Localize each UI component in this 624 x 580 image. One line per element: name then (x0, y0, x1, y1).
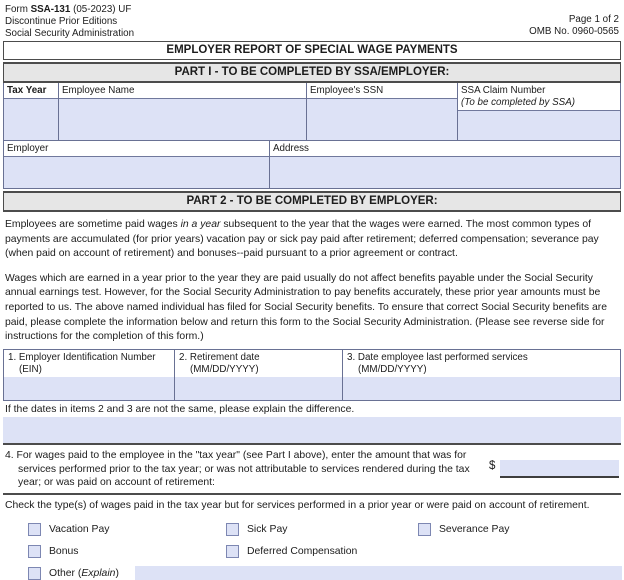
ssa-claim-note: (To be completed by SSA) (461, 97, 575, 108)
intro-paragraph-1: Employees are sometime paid wages in a year subsequent to the year that the wages were earned. The most common types of payments are accumulated (for prior years) vacation pay or sick pay paid after retirement; deferred compensation; severance pay (when paid on account of retirement) and bonuses--paid pursuant to a prior agreement or contract. (5, 219, 599, 260)
severance-pay-option (390, 523, 624, 536)
form-header (0, 0, 624, 40)
severance-pay-checkbox[interactable] (418, 523, 431, 536)
deferred-compensation-option (198, 545, 390, 558)
ein-cell (4, 350, 174, 400)
last-services-label-text: 3. Date employee last performed services (347, 351, 528, 363)
item4-row (5, 449, 619, 490)
employee-ssn-cell (306, 83, 457, 140)
ein-label-sub: (EIN) (19, 363, 42, 375)
last-services-label (343, 350, 620, 377)
retirement-date-cell (174, 350, 342, 400)
page-omb-block (529, 14, 619, 40)
sick-pay-label: Sick Pay (247, 523, 288, 535)
bonus-option (0, 545, 198, 558)
address-input[interactable] (270, 157, 620, 188)
employer-label: Employer (4, 141, 269, 157)
sick-pay-checkbox[interactable] (226, 523, 239, 536)
vacation-pay-label: Vacation Pay (49, 523, 110, 535)
section-rule-1 (3, 443, 621, 445)
section-rule-2 (3, 493, 621, 495)
agency-line: Social Security Administration (5, 28, 135, 39)
tax-year-label: Tax Year (4, 83, 58, 99)
part1-row-employer (4, 141, 620, 188)
tax-year-input[interactable] (4, 99, 58, 140)
retirement-date-label-text: 2. Retirement date (179, 351, 260, 363)
item4-amount-group (475, 449, 619, 490)
discontinue-line: Discontinue Prior Editions (5, 16, 118, 27)
bonus-checkbox[interactable] (28, 545, 41, 558)
sick-pay-option (198, 523, 390, 536)
part1-heading: PART I - TO BE COMPLETED BY SSA/EMPLOYER: (3, 62, 621, 83)
part1-table (3, 83, 621, 189)
form-title: EMPLOYER REPORT OF SPECIAL WAGE PAYMENTS (3, 41, 621, 60)
deferred-compensation-checkbox[interactable] (226, 545, 239, 558)
checkbox-row-1 (0, 518, 624, 540)
ein-label-text: 1. Employer Identification Number (8, 351, 156, 363)
wage-type-checkboxes (0, 518, 624, 580)
dollar-sign: $ (489, 459, 496, 472)
employee-name-label: Employee Name (59, 83, 306, 99)
retirement-date-input[interactable] (175, 377, 342, 400)
ssa-claim-input[interactable] (458, 111, 620, 140)
severance-pay-label: Severance Pay (439, 523, 510, 535)
other-label-italic: Explain (81, 567, 116, 579)
last-services-cell (342, 350, 620, 400)
check-types-instruction: Check the type(s) of wages paid in the tax year but for services performed in a prior year or were paid on account of retirement. (5, 500, 590, 512)
employee-name-input[interactable] (59, 99, 306, 140)
ssa-claim-label (458, 83, 620, 111)
intro-paragraph-2: Wages which are earned in a year prior to the year they are paid usually do not affect benefits payable under the Social Security annual earnings test. However, for the Social Security Administration to pay benefits accurately, these prior year amounts must be reported to us. The above named individual has filed for Social Security benefits. To ensure that correct Social Security benefits are paid, please complete the information below and return this form to the Social Security Administration. (Please see reverse side for instructions for the completion of this form.) (5, 272, 608, 343)
form-number: SSA-131 (30, 4, 71, 15)
last-services-label-sub: (MM/DD/YYYY) (358, 363, 427, 375)
other-option (0, 567, 119, 580)
intro-paragraph-1-italic: in a year (180, 219, 221, 230)
other-checkbox[interactable] (28, 567, 41, 580)
retirement-date-label (175, 350, 342, 377)
vacation-pay-option (0, 523, 198, 536)
page-number: Page 1 of 2 (568, 14, 619, 25)
part1-row-identity (4, 83, 620, 141)
explain-difference-prompt: If the dates in items 2 and 3 are not the same, please explain the difference. (5, 403, 355, 415)
deferred-compensation-label: Deferred Compensation (247, 545, 358, 557)
bonus-label: Bonus (49, 545, 79, 557)
item4-text: 4. For wages paid to the employee in the "tax year" (see Part I above), enter the amount that was for services performed prior to the tax year; or was not attributable to services rendered during the tax year; or was paid on account of retirement: (5, 449, 470, 489)
explain-difference-input[interactable] (3, 417, 621, 443)
ein-input[interactable] (4, 377, 174, 400)
tax-year-cell (4, 83, 58, 140)
retirement-date-label-sub: (MM/DD/YYYY) (190, 363, 259, 375)
ssa-claim-cell (457, 83, 620, 140)
employer-cell (4, 141, 269, 188)
last-services-date-input[interactable] (343, 377, 620, 400)
address-cell (269, 141, 620, 188)
omb-number: OMB No. 0960-0565 (529, 26, 619, 37)
ein-label (4, 350, 174, 377)
checkbox-row-3 (0, 562, 624, 580)
other-label: Other (Explain) (49, 567, 119, 579)
checkbox-row-2 (0, 540, 624, 562)
employee-ssn-label: Employee's SSN (307, 83, 457, 99)
amount-input[interactable] (500, 460, 619, 478)
other-explain-input[interactable] (135, 566, 622, 580)
ssa-claim-label-text: SSA Claim Number (461, 85, 546, 96)
employee-ssn-input[interactable] (307, 99, 457, 140)
employer-input[interactable] (4, 157, 269, 188)
part2-heading: PART 2 - TO BE COMPLETED BY EMPLOYER: (3, 191, 621, 212)
form-number-line: Form SSA-131 (05-2023) UF (5, 4, 132, 15)
form-id-block (5, 4, 134, 40)
employee-name-cell (58, 83, 306, 140)
vacation-pay-checkbox[interactable] (28, 523, 41, 536)
items-1-3-table (3, 349, 621, 401)
address-label: Address (270, 141, 620, 157)
